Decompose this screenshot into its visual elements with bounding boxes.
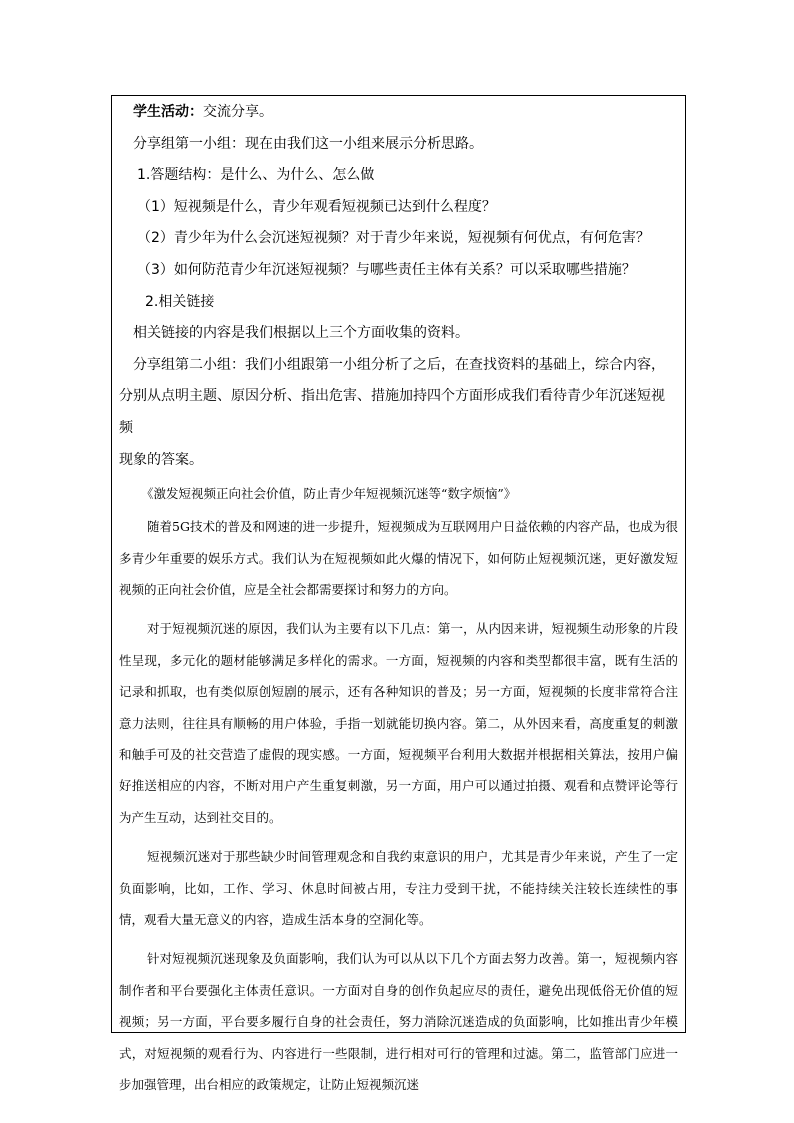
table-cell [112,96,685,1093]
content-table [111,95,686,1093]
question-3: （3）如何防范青少年沉迷短视频？与哪些责任主体有关系？可以采取哪些措施？ [137,261,636,278]
group2-line-1: 分享组第二小组：我们小组跟第一小组分析了之后，在查找资料的基础上，综合内容， [133,356,665,373]
group2-paragraph [119,350,678,476]
group2-line-2: 分别从点明主题、原因分析、指出危害、措施加持四个方面形成我们看待青少年沉迷短视频 [119,388,665,436]
structure-title: 1.答题结构：是什么、为什么、怎么做 [137,167,375,184]
article-paragraph-2: 对于短视频沉迷的原因，我们认为主要有以下几点：第一，从内因来讲，短视频生动形象的片段性呈现，多元化的题材能够满足多样化的需求。一方面，短视频的内容和类型都很丰富，既有生活的记录和抓取，也有类似原创短剧的展示，还有各种知识的普及；另一方面，短视频的长度非常符合注意力法则，往往具有顺畅的用户体验，手指一划就能切换内容。第二，从外因来看，高度重复的刺激和触手可及的社交营造了虚假的现实感。一方面，短视频平台利用大数据并根据相关算法，按用户偏好推送相应的内容，不断对用户产生重复刺激，另一方面，用户可以通过拍摄、观看和点赞评论等行为产生互动，达到社交目的。 [119,621,678,825]
group1-intro: 分享组第一小组：现在由我们这一小组来展示分析思路。 [133,135,483,152]
group2-line-3: 现象的答案。 [119,451,203,468]
activity-text: 交流分享。 [203,104,273,120]
question-1: （1）短视频是什么，青少年观看短视频已达到什么程度？ [137,198,496,215]
article-paragraph-3: 短视频沉迷对于那些缺少时间管理观念和自我约束意识的用户，尤其是青少年来说，产生了一定负面影响，比如，工作、学习、休息时间被占用，专注力受到干扰，不能持续关注较长连续性的事情，观看大量无意义的内容，造成生活本身的空洞化等。 [119,849,678,927]
article-title: 《激发短视频正向社会价值，防止青少年短视频沉迷等“数字烦恼”》 [141,486,517,502]
links-text: 相关链接的内容是我们根据以上三个方面收集的资料。 [133,325,469,342]
article-paragraph-1: 随着5G技术的普及和网速的进一步提升，短视频成为互联网用户日益依赖的内容产品，也成为很多青少年重要的娱乐方式。我们认为在短视频如此火爆的情况下，如何防止短视频沉迷，更好激发短视频的正向社会价值，应是全社会都需要探讨和努力的方向。 [119,519,678,597]
article-paragraph-4: 针对短视频沉迷现象及负面影响，我们认为可以从以下几个方面去努力改善。第一，短视频内容制作者和平台要强化主体责任意识。一方面对自身的创作负起应尽的责任，避免出现低俗无价值的短视频；另一方面，平台要多履行自身的社会责任，努力消除沉迷造成的负面影响，比如推出青少年模式，对短视频的观看行为、内容进行一些限制，进行相对可行的管理和过滤。第二，监管部门应进一步加强管理，出台相应的政策规定，让防止短视频沉迷 [119,951,678,1093]
activity-line [133,97,678,129]
links-title: 2.相关链接 [145,293,215,310]
activity-label: 学生活动： [133,104,203,120]
question-2: （2）青少年为什么会沉迷短视频？对于青少年来说，短视频有何优点，有何危害？ [137,230,650,247]
